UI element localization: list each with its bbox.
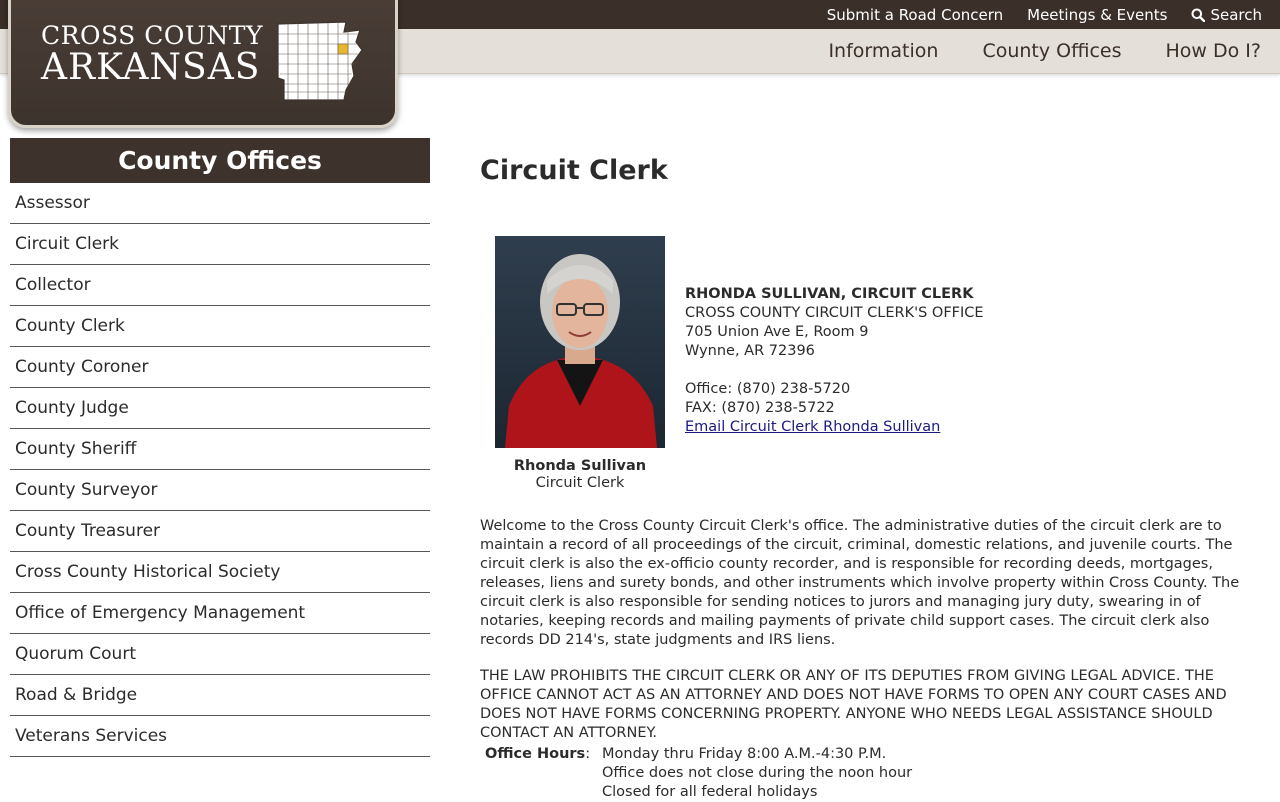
main-nav [828, 29, 1261, 73]
sidebar-item-emergency-management[interactable] [10, 593, 430, 634]
sidebar-title: County Offices [10, 138, 430, 183]
sidebar-item-label[interactable]: Veterans Services [15, 726, 168, 746]
sidebar-item-county-sheriff[interactable] [10, 429, 430, 470]
contact-office: CROSS COUNTY CIRCUIT CLERK'S OFFICE [685, 305, 984, 321]
contact-fax: FAX: (870) 238-5722 [685, 400, 835, 416]
office-hours-values [602, 745, 912, 802]
sidebar-item-label[interactable]: Assessor [15, 193, 90, 213]
sidebar-item-county-coroner[interactable] [10, 347, 430, 388]
sidebar-item-circuit-clerk[interactable] [10, 224, 430, 265]
sidebar-list [10, 183, 430, 757]
sidebar-item-collector[interactable] [10, 265, 430, 306]
profile-title: Circuit Clerk [535, 475, 625, 491]
contact-phone: Office: (870) 238-5720 [685, 381, 851, 397]
road-concern-link[interactable]: Submit a Road Concern [826, 5, 1004, 24]
search-icon [1191, 8, 1205, 22]
main-content [480, 155, 1260, 800]
logo-text-line2: ARKANSAS [41, 47, 261, 88]
sidebar-item-label[interactable]: Circuit Clerk [15, 234, 120, 254]
page-title: Circuit Clerk [480, 155, 668, 186]
sidebar-item-label[interactable]: Quorum Court [15, 644, 136, 664]
sidebar-item-assessor[interactable] [10, 183, 430, 224]
sidebar-item-label[interactable]: County Sheriff [15, 439, 137, 459]
sidebar-item-label[interactable]: Office of Emergency Management [15, 603, 306, 623]
site-logo[interactable] [8, 0, 398, 128]
sidebar-item-veterans-services[interactable] [10, 716, 430, 757]
sidebar-item-label[interactable]: County Surveyor [15, 480, 158, 500]
nav-how-do-i[interactable]: How Do I? [1165, 40, 1261, 62]
logo-text-line1: CROSS COUNTY [41, 21, 263, 50]
contact-address-line2: Wynne, AR 72396 [685, 343, 815, 359]
sidebar-item-county-surveyor[interactable] [10, 470, 430, 511]
contact-address-line1: 705 Union Ave E, Room 9 [685, 324, 869, 340]
office-hours-line: Office does not close during the noon hour [602, 765, 913, 781]
office-hours-line: Closed for all federal holidays [602, 784, 818, 800]
sidebar-item-label[interactable]: Collector [15, 275, 91, 295]
sidebar-item-label[interactable]: Road & Bridge [15, 685, 138, 705]
sidebar-item-quorum-court[interactable] [10, 634, 430, 675]
office-hours [485, 745, 912, 802]
sidebar [10, 138, 430, 757]
search-label: Search [1210, 5, 1262, 24]
legal-notice: THE LAW PROHIBITS THE CIRCUIT CLERK OR ANY OF ITS DEPUTIES FROM GIVING LEGAL ADVICE. THE OFFICE CANNOT ACT AS AN ATTORNEY AND DOES NOT HAVE FORMS TO OPEN ANY COURT CASES AND DOES NOT HAVE FORMS CONCERNING PROPERTY. ANYONE WHO NEEDS LEGAL ASSISTANCE SHOULD CONTACT AN ATTORNEY. [480, 668, 1227, 741]
nav-county-offices[interactable]: County Offices [982, 40, 1122, 62]
sidebar-item-label[interactable]: County Treasurer [15, 521, 161, 541]
intro-paragraph: Welcome to the Cross County Circuit Clerk's office. The administrative duties of the circuit clerk are to maintain a record of all proceedings of the circuit, criminal, domestic relations, and juvenile courts. The circuit clerk is also the ex-officio county recorder, and is responsible for recording deeds, mortgages, releases, liens and surety bonds, and other instruments which involve property within Cross County. The circuit clerk is also responsible for sending notices to jurors and managing jury duty, swearing in of notaries, keeping records and mailing payments of private child support cases. The circuit clerk also records DD 214's, state judgments and IRS liens. [480, 518, 1240, 648]
sidebar-item-historical-society[interactable] [10, 552, 430, 593]
sidebar-item-label[interactable]: County Clerk [15, 316, 125, 336]
search-link[interactable] [1191, 6, 1262, 24]
sidebar-item-label[interactable]: County Judge [15, 398, 129, 418]
sidebar-item-label[interactable]: Cross County Historical Society [15, 562, 281, 582]
sidebar-item-county-clerk[interactable] [10, 306, 430, 347]
profile-name: Rhonda Sullivan [513, 458, 647, 474]
contact-heading: RHONDA SULLIVAN, CIRCUIT CLERK [685, 286, 974, 302]
profile-card [495, 236, 665, 491]
nav-information[interactable]: Information [828, 40, 939, 62]
sidebar-item-label[interactable]: County Coroner [15, 357, 149, 377]
office-hours-line: Monday thru Friday 8:00 A.M.-4:30 P.M. [602, 746, 887, 762]
sidebar-item-road-bridge[interactable] [10, 675, 430, 716]
cross-county-highlight [338, 44, 348, 54]
sidebar-item-county-treasurer[interactable] [10, 511, 430, 552]
utility-links [827, 0, 1262, 29]
sidebar-item-county-judge[interactable] [10, 388, 430, 429]
email-clerk-link[interactable]: Email Circuit Clerk Rhonda Sullivan [685, 419, 941, 435]
arkansas-map-icon [276, 20, 366, 102]
contact-info [685, 285, 984, 437]
meetings-events-link[interactable]: Meetings & Events [1027, 5, 1168, 24]
portrait-photo [495, 236, 665, 448]
office-hours-label: Office Hours: [485, 746, 591, 762]
